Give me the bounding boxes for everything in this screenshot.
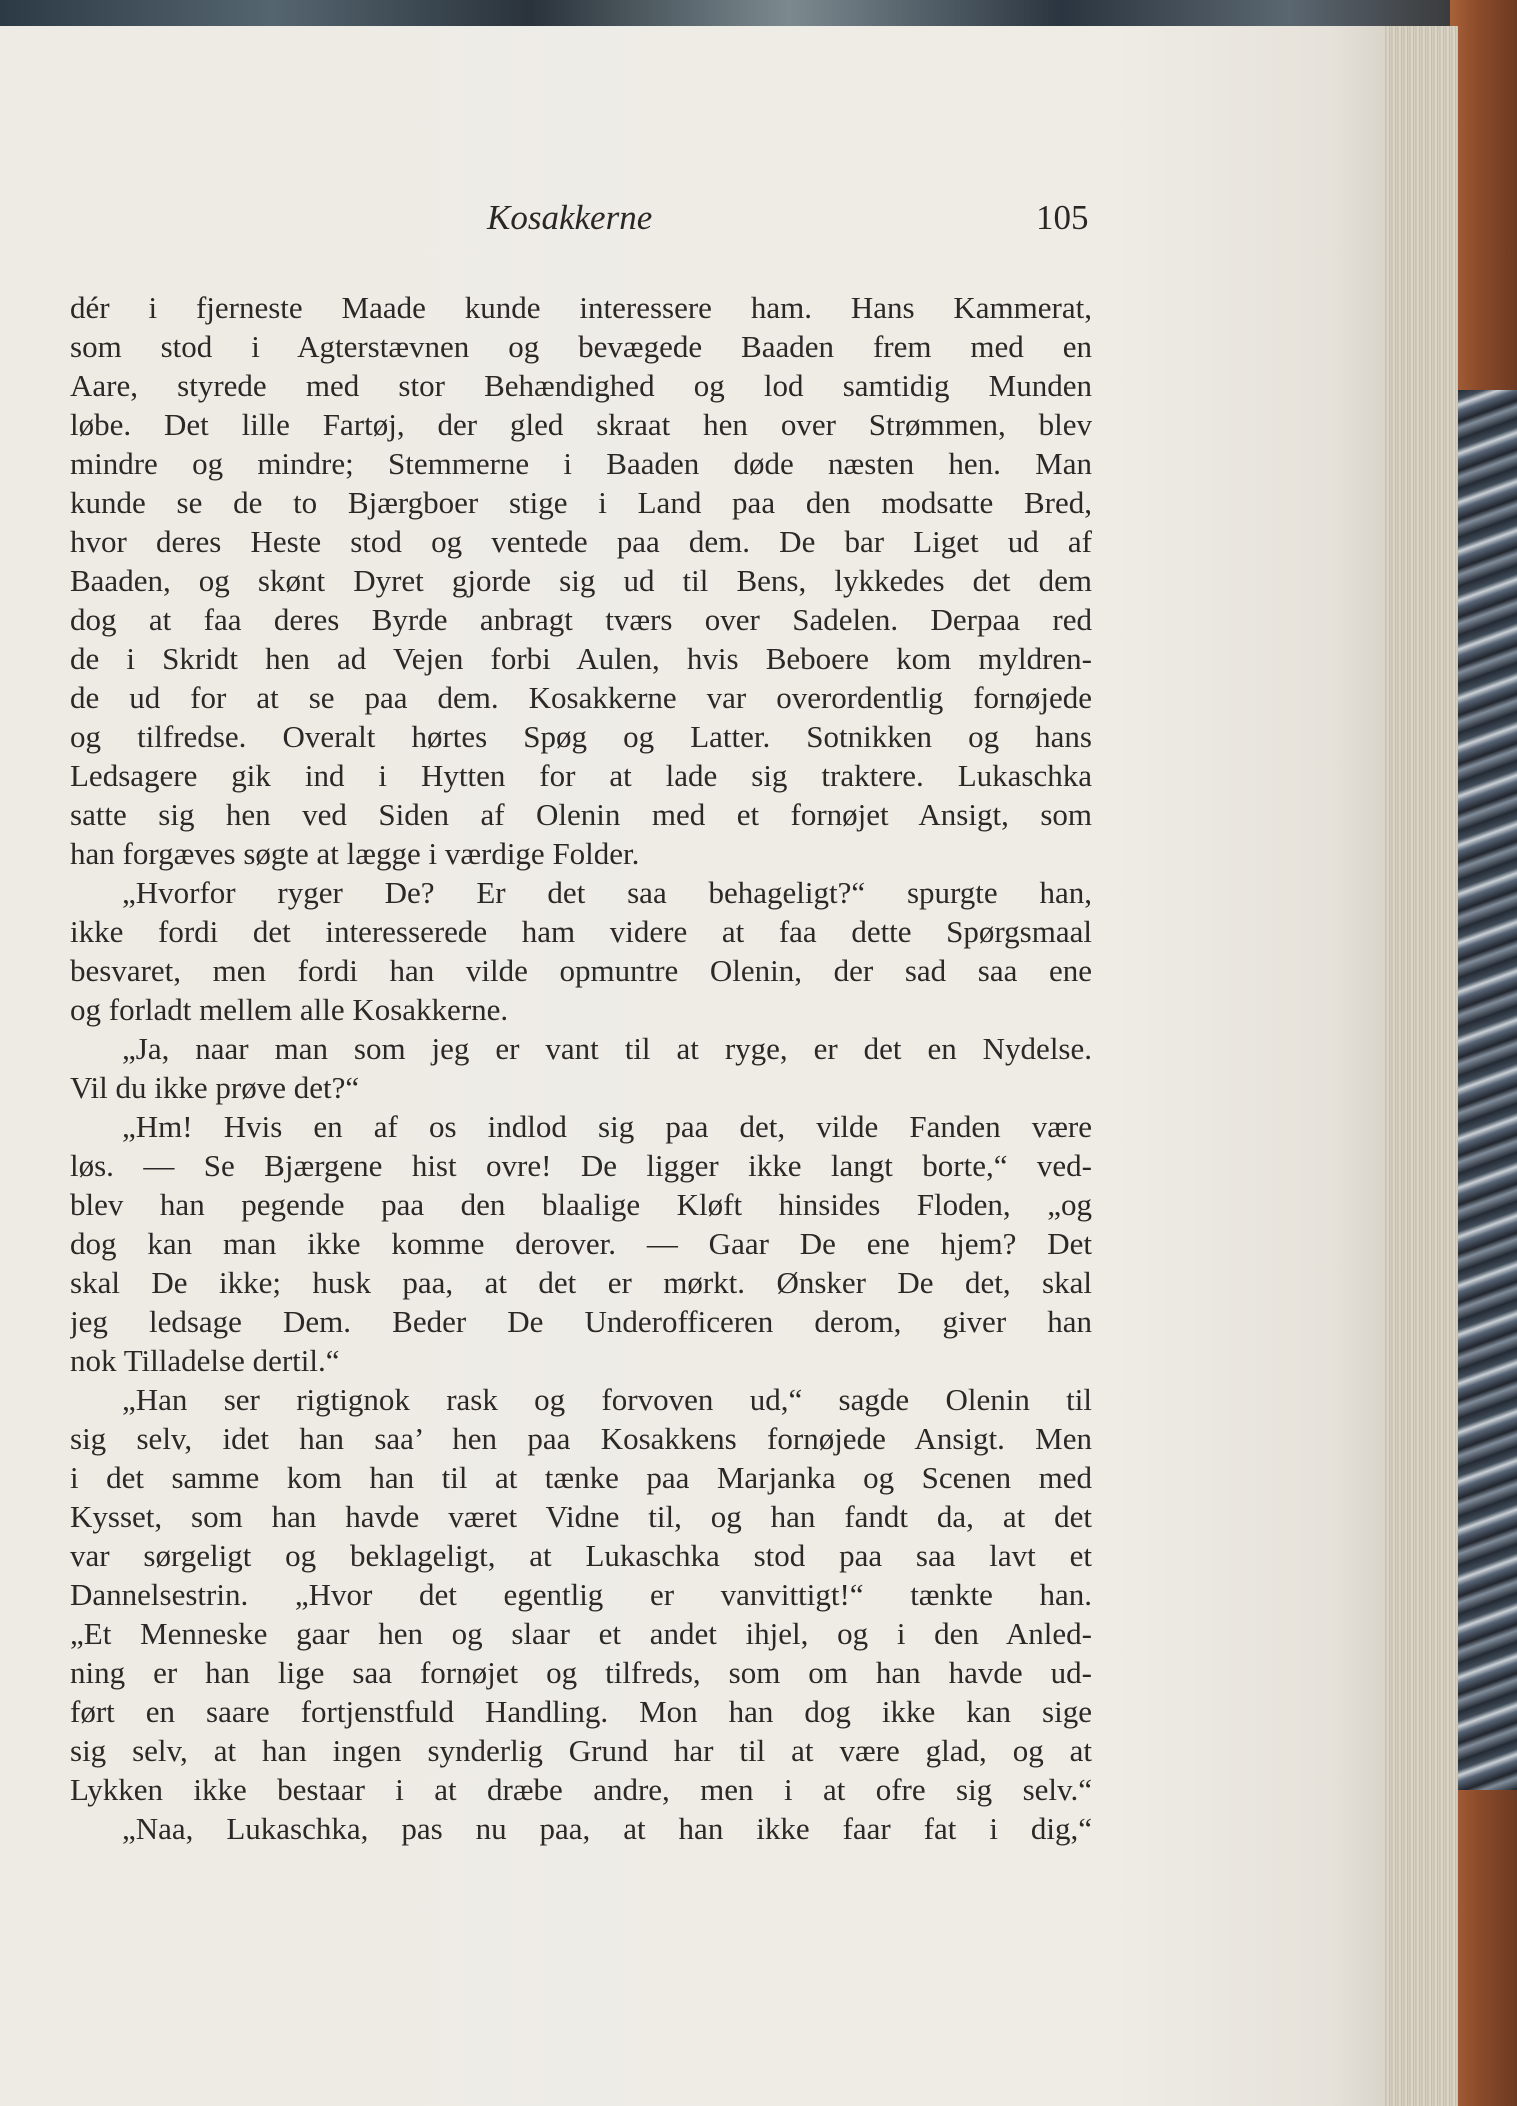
text-line: løbe. Det lille Fartøj, der gled skraat hen over Strømmen, blev xyxy=(70,407,1092,442)
text-line: „Hm! Hvis en af os indlod sig paa det, vilde Fanden være xyxy=(122,1109,1092,1144)
running-head xyxy=(0,198,1385,248)
text-line: dog at faa deres Byrde anbragt tværs over Sadelen. Derpaa red xyxy=(70,602,1092,637)
text-line: skal De ikke; husk paa, at det er mørkt. Ønsker De det, skal xyxy=(70,1265,1092,1300)
page-number: 105 xyxy=(1036,198,1089,237)
text-line: og forladt mellem alle Kosakkerne. xyxy=(70,992,509,1027)
text-line: nok Tilladelse dertil.“ xyxy=(70,1343,340,1378)
text-line: som stod i Agterstævnen og bevægede Baaden frem med en xyxy=(70,329,1092,364)
text-line: dér i fjerneste Maade kunde interessere ham. Hans Kammerat, xyxy=(70,290,1092,325)
text-line: satte sig hen ved Siden af Olenin med et fornøjet Ansigt, som xyxy=(70,797,1092,832)
text-line: og tilfredse. Overalt hørtes Spøg og Latter. Sotnikken og hans xyxy=(70,719,1092,754)
text-line: blev han pegende paa den blaalige Kløft hinsides Floden, „og xyxy=(70,1187,1092,1222)
text-line: „Ja, naar man som jeg er vant til at ryge, er det en Nydelse. xyxy=(122,1031,1092,1066)
page-block-edges xyxy=(1378,26,1458,2106)
text-line: „Han ser rigtignok rask og forvoven ud,“ sagde Olenin til xyxy=(122,1382,1092,1417)
text-line: kunde se de to Bjærgboer stige i Land paa den modsatte Bred, xyxy=(70,485,1092,520)
text-line: Ledsagere gik ind i Hytten for at lade sig traktere. Lukaschka xyxy=(70,758,1092,793)
text-line: „Naa, Lukaschka, pas nu paa, at han ikke faar fat i dig,“ xyxy=(122,1811,1092,1846)
text-line: i det samme kom han til at tænke paa Marjanka og Scenen med xyxy=(70,1460,1092,1495)
text-line: ning er han lige saa fornøjet og tilfreds, som om han havde ud- xyxy=(70,1655,1092,1690)
body-text xyxy=(70,288,1092,1848)
text-line: ikke fordi det interesserede ham videre at faa dette Spørgsmaal xyxy=(70,914,1092,949)
text-line: Aare, styrede med stor Behændighed og lod samtidig Munden xyxy=(70,368,1092,403)
text-line: jeg ledsage Dem. Beder De Underofficeren derom, giver han xyxy=(70,1304,1092,1339)
text-line: Baaden, og skønt Dyret gjorde sig ud til Bens, lykkedes det dem xyxy=(70,563,1092,598)
text-line: hvor deres Heste stod og ventede paa dem. De bar Liget ud af xyxy=(70,524,1092,559)
text-line: „Hvorfor ryger De? Er det saa behageligt?“ spurgte han, xyxy=(122,875,1092,910)
text-line: sig selv, idet han saa’ hen paa Kosakkens fornøjede Ansigt. Men xyxy=(70,1421,1092,1456)
text-line: var sørgeligt og beklageligt, at Lukaschka stod paa saa lavt et xyxy=(70,1538,1092,1573)
text-line: dog kan man ikke komme derover. — Gaar De ene hjem? Det xyxy=(70,1226,1092,1261)
text-line: besvaret, men fordi han vilde opmuntre Olenin, der sad saa ene xyxy=(70,953,1092,988)
text-line: de ud for at se paa dem. Kosakkerne var overordentlig fornøjede xyxy=(70,680,1092,715)
text-line: Kysset, som han havde været Vidne til, og han fandt da, at det xyxy=(70,1499,1092,1534)
marbled-cover-paper xyxy=(1458,390,1517,1790)
running-head-title: Kosakkerne xyxy=(487,198,653,237)
text-line: Lykken ikke bestaar i at dræbe andre, men i at ofre sig selv.“ xyxy=(70,1772,1092,1807)
book-page xyxy=(0,26,1385,2106)
text-line: de i Skridt hen ad Vejen forbi Aulen, hvis Beboere kom myldren- xyxy=(70,641,1092,676)
text-line: Vil du ikke prøve det?“ xyxy=(70,1070,360,1105)
text-line: ført en saare fortjenstfuld Handling. Mon han dog ikke kan sige xyxy=(70,1694,1092,1729)
text-line: han forgæves søgte at lægge i værdige Folder. xyxy=(70,836,640,871)
text-line: sig selv, at han ingen synderlig Grund har til at være glad, og at xyxy=(70,1733,1092,1768)
text-line: mindre og mindre; Stemmerne i Baaden døde næsten hen. Man xyxy=(70,446,1092,481)
text-line: Dannelsestrin. „Hvor det egentlig er vanvittigt!“ tænkte han. xyxy=(70,1577,1092,1612)
text-line: løs. — Se Bjærgene hist ovre! De ligger ikke langt borte,“ ved- xyxy=(70,1148,1092,1183)
text-line: „Et Menneske gaar hen og slaar et andet ihjel, og i den Anled- xyxy=(70,1616,1092,1651)
